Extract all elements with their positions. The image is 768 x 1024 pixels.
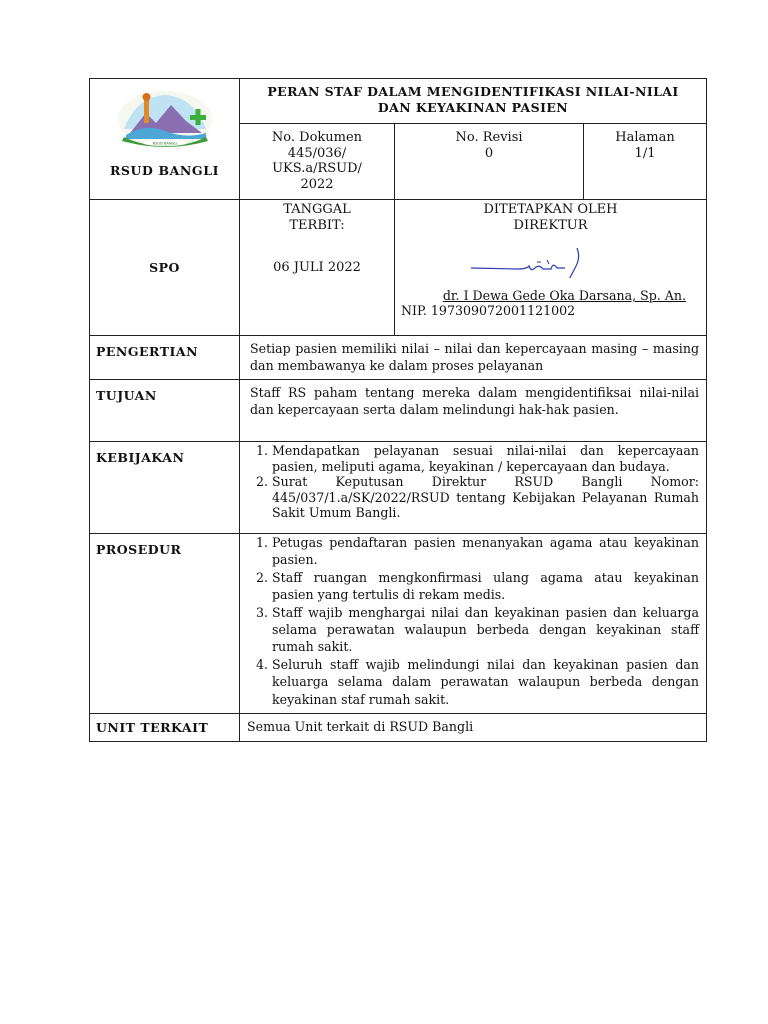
issued-label: TANGGAL TERBIT: [283, 202, 351, 233]
document-title: PERAN STAF DALAM MENGIDENTIFIKASI NILAI-NILAI DAN KEYAKINAN PASIEN [240, 79, 707, 124]
kebijakan-cell [240, 442, 707, 534]
kebijakan-item: 1. Mendapatkan pelayanan sesuai nilai-nilai dan kepercayaan pasien, meliputi agama, keyakinan / kepercayaan dan budaya. [272, 443, 699, 474]
approved-by-label: DITETAPKAN OLEH DIREKTUR [483, 202, 618, 233]
page-value: 1/1 [634, 145, 656, 161]
prosedur-list [250, 534, 699, 708]
hospital-logo [116, 87, 214, 149]
revision-value: 0 [484, 145, 494, 161]
issued-date: 06 JULI 2022 [273, 260, 361, 275]
kebijakan-label: KEBIJAKAN [90, 442, 240, 534]
prosedur-cell [240, 534, 707, 714]
revision-cell [395, 124, 584, 200]
page-label: Halaman [615, 130, 675, 145]
kebijakan-item: 2. Surat Keputusan Direktur RSUD Bangli Nomor: 445/037/1.a/SK/2022/RSUD tentang Kebijakan Pelayanan Rumah Sakit Umum Bangli. [272, 474, 699, 521]
director-name: dr. I Dewa Gede Oka Darsana, Sp. An. [442, 288, 687, 303]
prosedur-item: 2. Staff ruangan mengkonfirmasi ulang agama atau keyakinan pasien yang tertulis di rekam medis. [272, 569, 699, 604]
prosedur-item: 1. Petugas pendaftaran pasien menanyakan agama atau keyakinan pasien. [272, 534, 699, 569]
unit-terkait-label: UNIT TERKAIT [90, 714, 240, 742]
pengertian-text: Setiap pasien memiliki nilai – nilai dan kepercayaan masing – masing dan membawanya ke dalam proses pelayanan [240, 336, 707, 380]
spo-document [89, 78, 706, 742]
doc-number-label: No. Dokumen [271, 130, 363, 145]
unit-terkait-text: Semua Unit terkait di RSUD Bangli [240, 714, 707, 742]
tujuan-label: TUJUAN [90, 380, 240, 442]
director-signature [469, 238, 609, 278]
pengertian-label: PENGERTIAN [90, 336, 240, 380]
issued-cell [240, 200, 395, 336]
hospital-name: RSUD BANGLI [109, 163, 220, 178]
spo-table [89, 78, 707, 742]
prosedur-item: 4. Seluruh staff wajib melindungi nilai dan keyakinan pasien dan keluarga selama dalam perawatan walaupun berbeda dengan keyakinan staf rumah sakit. [272, 656, 699, 708]
doc-number-cell [240, 124, 395, 200]
logo-ribbon-text: RSUD BANGLI [152, 141, 177, 146]
director-nip: NIP. 197309072001121002 [401, 303, 576, 318]
approval-cell [395, 200, 707, 336]
page-cell [584, 124, 707, 200]
revision-label: No. Revisi [455, 130, 523, 145]
tujuan-text: Staff RS paham tentang mereka dalam mengidentifiksai nilai-nilai dan kepercayaan serta dalam melindungi hak-hak pasien. [240, 380, 707, 442]
prosedur-label: PROSEDUR [90, 534, 240, 714]
doc-number-value: 445/036/ UKS.a/RSUD/ 2022 [272, 145, 362, 192]
prosedur-item: 3. Staff wajib menghargai nilai dan keyakinan pasien dan keluarga selama perawatan walaupun berbeda dengan keyakinan staff rumah sakit. [272, 604, 699, 656]
kebijakan-list [250, 443, 699, 521]
spo-label-cell [90, 200, 240, 336]
logo-cell [90, 79, 240, 200]
spo-label: SPO [149, 260, 180, 275]
